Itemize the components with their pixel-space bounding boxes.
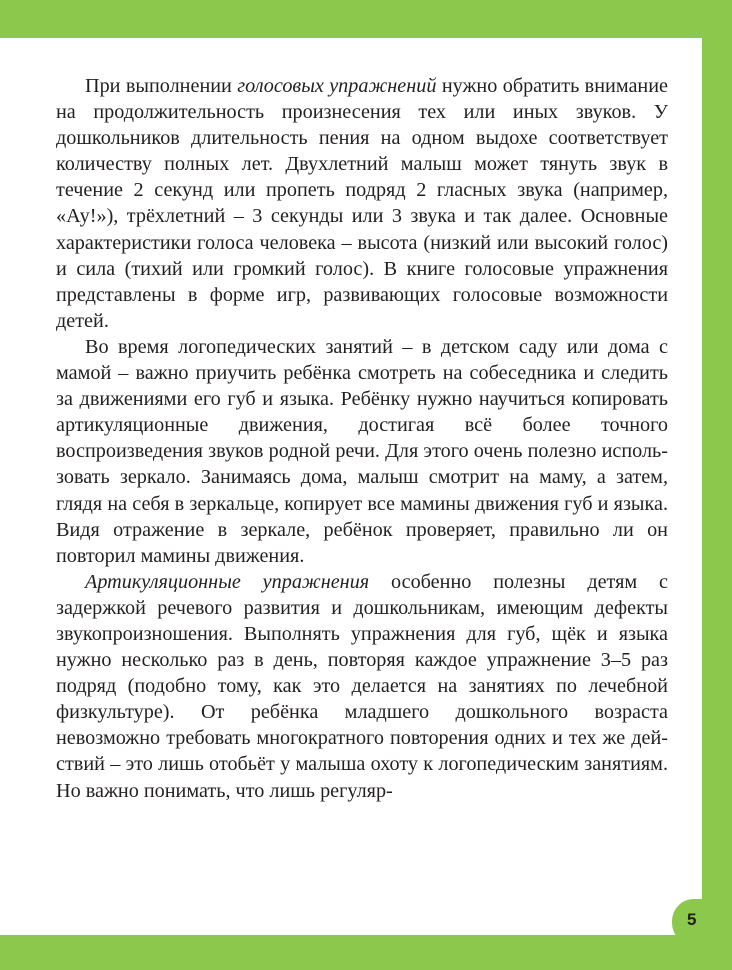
paragraph-text: Во время логопедических занятий – в детском саду или дома с мамой – важно приучить ребёнка смотреть на собеседника и следить за движениями его губ и языка. Ребёнку нужно научиться копировать артикуляционные движения, достигая всё более точного воспроизведения звуков родной речи. Для этого очень полезно использовать зеркало. Занимаясь дома, малыш смотрит на маму, а затем, глядя на себя в зеркальце, копирует все мамины движения губ и языка. Видя отражение в зеркале, ребёнок проверяет, правильно ли он повторил мамины движения. xyxy=(56,335,668,567)
page-number: 5 xyxy=(687,910,697,929)
paragraph-text: При выполнении xyxy=(85,75,238,97)
page-number-tab xyxy=(672,899,732,945)
paragraph-text: особенно полезны детям с задержкой речевого развития и дошкольникам, имеющим дефекты звукопроизношения. Выполнять упражнения для губ, щёк и языка нужно несколько раз в день, повторяя каждое упражнение 3–5 раз подряд (подобно тому, как это делается на занятиях по лечебной физкультуре). От ребёнка младшего дошкольного возраста невозможно требовать многократного повторения одних и тех же действий – это лишь отобьёт у малыша охоту к логопедическим занятиям. Но важно понимать, что лишь регуляр- xyxy=(56,570,668,802)
paragraph-voice-exercises xyxy=(56,73,668,334)
paragraph-articulation-exercises xyxy=(56,569,668,804)
emphasis-term: голосовых упражнений xyxy=(237,75,437,97)
emphasis-term: Артикуляционные упражнения xyxy=(85,570,370,593)
body-text xyxy=(56,73,668,804)
paragraph-speech-lessons xyxy=(56,334,668,569)
page-sheet xyxy=(0,38,702,935)
paragraph-text: нужно обратить внимание на продолжительность произнесения тех или иных звуков. У дошкольников длительность пения на одном выдохе соответствует количеству полных лет. Двухлетний малыш может тянуть звук в течение 2 секунд или пропеть подряд 2 гласных звука (например, «Ау!»), трёхлетний – 3 секунды или 3 звука и так далее. Основные характеристики голоса человека – высота (низкий или высокий голос) и сила (тихий или громкий голос). В книге голосовые упражнения представлены в форме игр, развивающих голосовые возможности детей. xyxy=(56,75,668,332)
